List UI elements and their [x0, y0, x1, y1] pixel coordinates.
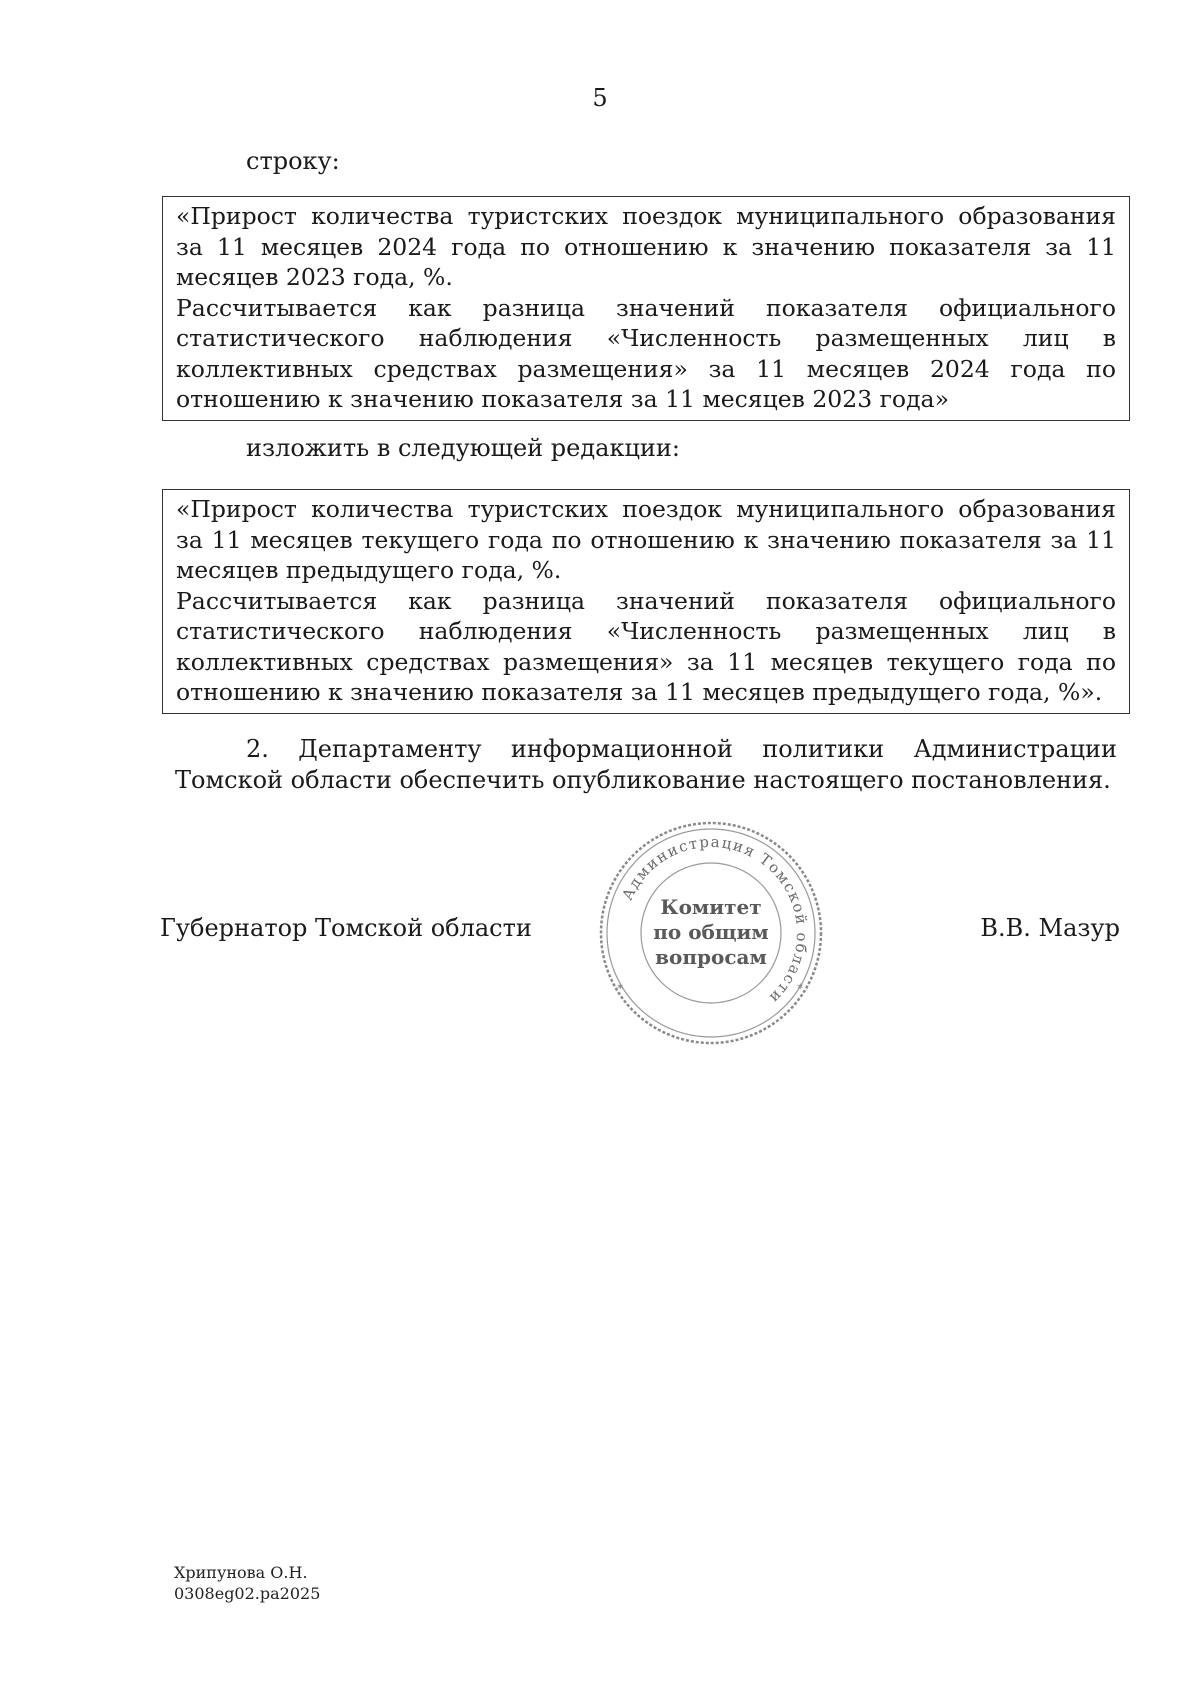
intro-new-text: изложить в следующей редакции:	[246, 434, 680, 462]
svg-text:✶: ✶	[796, 982, 805, 993]
signature-position: Губернатор Томской области	[160, 914, 532, 942]
stamp-line-2: по общим	[653, 920, 769, 944]
stamp-line-3: вопросам	[655, 945, 767, 969]
new-wording-indicator: «Прирост количества туристских поездок муниципального образования за 11 месяцев текущего года по отношению к значению показателя за 11 месяцев предыдущего года, %.	[176, 495, 1116, 584]
new-wording-box	[162, 489, 1130, 714]
executor-name: Хрипунова О.Н.	[174, 1563, 308, 1582]
svg-text:✶: ✶	[616, 982, 625, 993]
document-code: 0308eg02.pa2025	[174, 1584, 321, 1603]
new-wording-calculation: Рассчитывается как разница значений показателя официального статистического наблюдения «Численность размещенных лиц в коллективных средствах размещения» за 11 месяцев текущего года по отношению к значению показателя за 11 месяцев предыдущего года, %».	[176, 586, 1116, 706]
page-number: 5	[592, 84, 608, 112]
footer	[174, 1562, 320, 1604]
official-stamp	[596, 818, 826, 1048]
stamp-outer-text: Администрация Томской области	[618, 832, 812, 1008]
old-wording-box	[162, 196, 1130, 421]
old-wording-calculation: Рассчитывается как разница значений показателя официального статистического наблюдения «Численность размещенных лиц в коллективных средствах размещения» за 11 месяцев 2024 года по отношению к значению показателя за 11 месяцев 2023 года»	[176, 293, 1116, 413]
stamp-line-1: Комитет	[660, 895, 762, 919]
old-wording-indicator: «Прирост количества туристских поездок муниципального образования за 11 месяцев 2024 года по отношению к значению показателя за 11 месяцев 2023 года, %.	[176, 202, 1116, 291]
paragraph-2: 2. Департаменту информационной политики Администрации Томской области обеспечить опубликование настоящего постановления.	[175, 735, 1117, 794]
intro-old-text: строку:	[246, 147, 340, 175]
signature-name: В.В. Мазур	[980, 914, 1120, 942]
